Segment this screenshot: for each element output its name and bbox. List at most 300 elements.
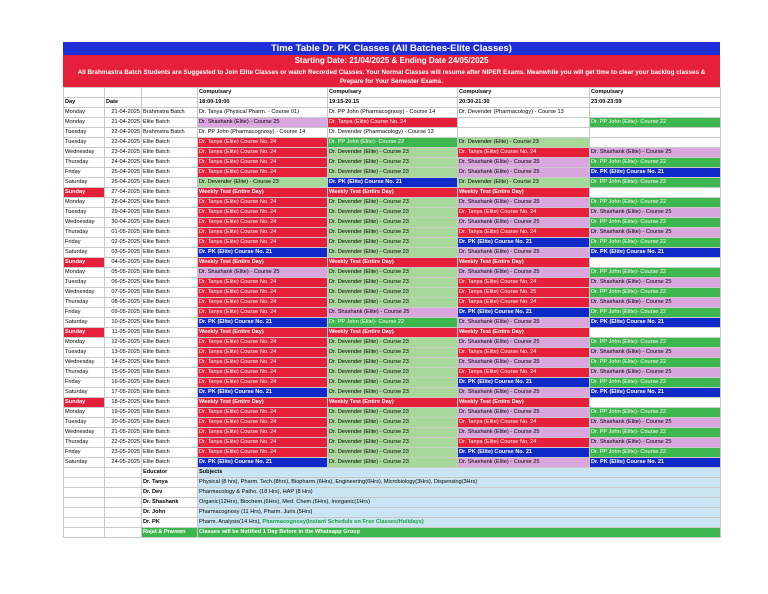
day-cell: Thursday	[64, 368, 105, 378]
table-row	[64, 348, 721, 358]
subjects-text: Organic(12Hrs), Biochem.(6Hrs), Med. Chem.(6Hrs), Inorganic(1Hrs)	[199, 499, 370, 505]
slot-cell: Dr. Devender (Elite) - Course 23	[328, 448, 458, 458]
day-cell: Tuesday	[64, 348, 105, 358]
subjects-text: Classes will be Notified 1 Day Before in the Whatsapp Group	[199, 529, 361, 535]
slot-cell: Dr. Devender (Elite) - Course 23	[328, 158, 458, 168]
table-row	[64, 328, 721, 338]
slot-cell: Dr. Shashank (Elite) - Course 25	[458, 198, 590, 208]
slot-cell: Dr. Devender (Elite) - Course 23	[328, 388, 458, 398]
notice-banner: All Brahmastra Batch Students are Suggested to Join Elite Classes or watch Recorded Classes. Your Normal Classes will resume after NIPER Exams. Meanwhile you will get time to clear your backlog classes & Prepare for Your Semester Exams.	[63, 67, 720, 87]
slot-cell: Dr. Devender (Elite) - Course 23	[328, 348, 458, 358]
batch-cell: Elite Batch	[142, 218, 198, 228]
batch-cell: Elite Batch	[142, 458, 198, 468]
slot-cell	[590, 258, 721, 268]
slot-cell	[590, 188, 721, 198]
educator-name: Rajat & Praveen	[142, 528, 198, 538]
slot-cell: Dr. PP John (Elite)- Course 22	[590, 308, 721, 318]
slot-1-time: 18:00-19:00	[198, 98, 328, 108]
slot-cell	[458, 118, 590, 128]
table-row	[64, 118, 721, 128]
slot-cell: Dr. Tanya (Elite) Course No. 24	[198, 288, 328, 298]
batch-cell: Elite Batch	[142, 188, 198, 198]
table-row	[64, 208, 721, 218]
slot-2-label: Compulsary	[328, 88, 458, 98]
subjects-text: Physical (8 hrs), Pharm. Tech.(8hrs), Biopharm.(6Hrs), Engineering(6Hrs), Microbiology(3Hrs), Dispensing(3Hrs)	[199, 479, 478, 485]
slot-cell: Dr. Tanya (Elite) Course No. 24	[458, 418, 590, 428]
batch-cell: Elite Batch	[142, 388, 198, 398]
slot-cell: Dr. Devender (Elite) - Course 23	[328, 278, 458, 288]
day-header: Day	[64, 98, 105, 108]
slot-cell: Dr. Devender (Elite) - Course 23	[328, 428, 458, 438]
slot-cell	[458, 128, 590, 138]
slot-cell: Dr. Tanya (Elite) Course No. 24	[198, 198, 328, 208]
slot-cell: Dr. Devender (Elite) - Course 23	[328, 218, 458, 228]
slot-cell: Dr. Devender (Elite) - Course 23	[328, 208, 458, 218]
slot-cell: Dr. Shashank (Elite) - Course 25	[458, 318, 590, 328]
day-cell: Wednesday	[64, 428, 105, 438]
batch-cell: Elite Batch	[142, 168, 198, 178]
table-row	[64, 378, 721, 388]
table-row	[64, 318, 721, 328]
slot-cell: Dr. Tanya (Elite) Course No. 24	[198, 358, 328, 368]
slot-cell: Dr. Devender (Pharmacology) - Course 13	[328, 128, 458, 138]
batch-cell: Elite Batch	[142, 158, 198, 168]
slot-cell: Dr. PK (Elite) Course No. 21	[458, 378, 590, 388]
table-row	[64, 158, 721, 168]
day-cell: Tuesday	[64, 208, 105, 218]
educator-header: Educator	[142, 468, 198, 478]
date-cell: 11-05-2025	[105, 328, 142, 338]
batch-cell: Elite Batch	[142, 198, 198, 208]
slot-cell: Dr. Tanya (Elite) Course No. 24	[198, 378, 328, 388]
batch-cell: Elite Batch	[142, 298, 198, 308]
slot-cell: Dr. Shashank (Elite) - Course 25	[458, 408, 590, 418]
slot-cell	[590, 398, 721, 408]
table-row	[64, 268, 721, 278]
day-cell: Monday	[64, 118, 105, 128]
date-cell: 19-05-2025	[105, 408, 142, 418]
slot-cell: Dr. Devender (Elite) - Course 23	[328, 438, 458, 448]
timetable-sheet	[63, 42, 720, 538]
educator-row	[64, 498, 721, 508]
slot-cell: Dr. PK (Elite) Course No. 21	[590, 388, 721, 398]
slot-cell: Dr. PP John (Elite)- Course 22	[590, 378, 721, 388]
slot-cell: Dr. Tanya (Elite) Course No. 24	[198, 418, 328, 428]
slot-cell: Dr. Shashank (Elite) - Course 25	[590, 208, 721, 218]
table-row	[64, 408, 721, 418]
educator-name: Dr. John	[142, 508, 198, 518]
educator-row	[64, 508, 721, 518]
batch-cell: Elite Batch	[142, 378, 198, 388]
slot-cell: Dr. PK (Elite) Course No. 21	[590, 248, 721, 258]
slot-cell: Dr. Tanya (Elite) Course No. 24	[198, 278, 328, 288]
educator-row	[64, 478, 721, 488]
slot-cell: Dr. Devender (Elite) - Course 23	[328, 148, 458, 158]
slot-cell: Dr. Shashank (Elite) - Course 25	[458, 268, 590, 278]
slot-cell: Dr. Shashank (Elite) - Course 25	[590, 438, 721, 448]
slot-cell: Dr. PP John (Elite)- Course 22	[590, 408, 721, 418]
slot-cell: Dr. Devender (Elite) - Course 23	[198, 178, 328, 188]
date-cell: 25-04-2025	[105, 168, 142, 178]
subjects-header: Subjects	[198, 468, 721, 478]
slot-cell: Dr. Shashank (Elite) - Course 25	[458, 158, 590, 168]
day-cell: Saturday	[64, 458, 105, 468]
batch-cell: Elite Batch	[142, 288, 198, 298]
day-cell: Tuesday	[64, 278, 105, 288]
slot-cell	[590, 328, 721, 338]
educator-row	[64, 488, 721, 498]
day-cell: Thursday	[64, 158, 105, 168]
slot-cell: Dr. Tanya (Elite) Course No. 24	[458, 298, 590, 308]
date-cell: 08-05-2025	[105, 298, 142, 308]
educator-row	[64, 518, 721, 528]
slot-cell: Dr. Shashank (Elite) - Course 25	[590, 348, 721, 358]
educator-row	[64, 528, 721, 538]
day-cell: Monday	[64, 408, 105, 418]
slot-cell: Dr. PK (Elite) Course No. 21	[590, 318, 721, 328]
column-header-label-row	[64, 88, 721, 98]
batch-cell: Elite Batch	[142, 368, 198, 378]
table-row	[64, 418, 721, 428]
day-cell: Sunday	[64, 398, 105, 408]
slot-cell: Dr. Shashank (Elite) - Course 25	[198, 118, 328, 128]
slot-3-time: 20:30-21:30	[458, 98, 590, 108]
slot-cell: Dr. PP John (Elite)- Course 22	[590, 268, 721, 278]
slot-cell: Dr. PK (Elite) Course No. 21	[198, 248, 328, 258]
slot-cell: Weekly Test (Entire Day)	[198, 398, 328, 408]
table-row	[64, 338, 721, 348]
batch-cell: Elite Batch	[142, 148, 198, 158]
batch-cell: Elite Batch	[142, 228, 198, 238]
slot-cell: Dr. PK (Elite) Course No. 21	[458, 238, 590, 248]
slot-cell: Dr. Tanya (Elite) Course No. 24	[198, 138, 328, 148]
table-row	[64, 428, 721, 438]
slot-cell: Dr. Devender (Elite) - Course 23	[328, 368, 458, 378]
slot-cell: Dr. Shashank (Elite) - Course 25	[458, 168, 590, 178]
date-cell: 18-05-2025	[105, 398, 142, 408]
date-cell: 29-04-2025	[105, 208, 142, 218]
slot-cell: Dr. Devender (Elite) - Course 23	[328, 358, 458, 368]
sheet-title: Time Table Dr. PK Classes (All Batches-Elite Classes)	[63, 42, 720, 55]
date-cell: 02-05-2025	[105, 238, 142, 248]
slot-cell: Dr. Tanya (Elite) Course No. 24	[198, 348, 328, 358]
date-range: Starting Date: 21/04/2025 & Ending Date 24/05/2025	[63, 55, 720, 67]
slot-cell: Dr. PP John (Pharmacognosy) - Course 14	[198, 128, 328, 138]
slot-cell: Dr. PK (Elite) Course No. 21	[458, 448, 590, 458]
batch-cell: Brahmstra Batch	[142, 128, 198, 138]
date-cell: 30-04-2025	[105, 218, 142, 228]
slot-cell: Dr. Tanya (Elite) Course No. 24	[198, 238, 328, 248]
slot-cell: Weekly Test (Entire Day)	[458, 188, 590, 198]
educator-header-row	[64, 468, 721, 478]
slot-cell: Dr. PP John (Elite)- Course 22	[590, 178, 721, 188]
date-cell: 16-05-2025	[105, 378, 142, 388]
day-cell: Monday	[64, 338, 105, 348]
subjects-text: Pharm. Analysis(14 Hrs),	[199, 519, 263, 525]
day-cell: Saturday	[64, 318, 105, 328]
table-row	[64, 128, 721, 138]
slot-cell: Dr. Devender (Elite) - Course 23	[328, 248, 458, 258]
batch-cell: Elite Batch	[142, 118, 198, 128]
day-cell: Friday	[64, 448, 105, 458]
table-row	[64, 288, 721, 298]
day-cell: Friday	[64, 168, 105, 178]
slot-cell: Dr. Shashank (Elite) - Course 25	[328, 308, 458, 318]
slot-cell: Dr. Tanya (Elite) Course No. 24	[198, 438, 328, 448]
date-cell: 22-04-2025	[105, 138, 142, 148]
day-cell: Wednesday	[64, 288, 105, 298]
table-row	[64, 108, 721, 118]
batch-cell: Elite Batch	[142, 208, 198, 218]
table-row	[64, 138, 721, 148]
date-cell: 21-04-2025	[105, 118, 142, 128]
slot-cell: Dr. Devender (Elite) - Course 23	[328, 408, 458, 418]
day-cell: Thursday	[64, 228, 105, 238]
slot-cell: Dr. Tanya (Elite) Course No. 24	[198, 428, 328, 438]
slot-cell: Weekly Test (Entire Day)	[458, 258, 590, 268]
slot-cell: Dr. PP John (Elite)- Course 22	[590, 238, 721, 248]
slot-cell: Dr. PP John (Elite)- Course 22	[590, 448, 721, 458]
slot-cell: Dr. Tanya (Elite) Course No. 24	[198, 408, 328, 418]
day-cell: Sunday	[64, 258, 105, 268]
day-cell: Tuesday	[64, 138, 105, 148]
slot-cell: Dr. Tanya (Elite) Course No. 24	[198, 148, 328, 158]
slot-cell: Dr. PK (Elite) Course No. 21	[198, 318, 328, 328]
batch-cell: Elite Batch	[142, 268, 198, 278]
educator-subjects	[198, 518, 721, 528]
table-row	[64, 278, 721, 288]
slot-cell: Dr. Shashank (Elite) - Course 25	[590, 418, 721, 428]
slot-cell: Weekly Test (Entire Day)	[328, 258, 458, 268]
educator-name: Dr. PK	[142, 518, 198, 528]
date-cell: 15-05-2025	[105, 368, 142, 378]
subjects-text: Pharmacognosy (11 Hrs), Pharm. Juris.(5Hrs)	[199, 509, 313, 515]
slot-cell: Dr. Shashank (Elite) - Course 25	[590, 148, 721, 158]
slot-cell: Weekly Test (Entire Day)	[328, 188, 458, 198]
batch-cell: Elite Batch	[142, 418, 198, 428]
date-cell: 05-05-2025	[105, 268, 142, 278]
table-row	[64, 218, 721, 228]
slot-cell: Dr. Shashank (Elite) - Course 25	[458, 218, 590, 228]
batch-cell: Elite Batch	[142, 178, 198, 188]
slot-cell: Weekly Test (Entire Day)	[198, 188, 328, 198]
table-row	[64, 198, 721, 208]
day-cell: Friday	[64, 238, 105, 248]
slot-cell: Weekly Test (Entire Day)	[458, 328, 590, 338]
slot-cell: Dr. Shashank (Elite) - Course 25	[590, 228, 721, 238]
date-cell: 24-04-2025	[105, 158, 142, 168]
day-cell: Friday	[64, 308, 105, 318]
slot-cell: Dr. Devender (Elite) - Course 23	[328, 378, 458, 388]
slot-cell: Dr. Shashank (Elite) - Course 25	[590, 368, 721, 378]
slot-cell: Dr. Devender (Elite) - Course 23	[328, 268, 458, 278]
schedule-table	[63, 87, 721, 538]
slot-cell: Dr. Tanya (Elite) Course No. 25	[458, 288, 590, 298]
day-cell: Thursday	[64, 298, 105, 308]
slot-cell: Dr. PP John (Elite)- Course 22	[590, 288, 721, 298]
slot-3-label: Compulsary	[458, 88, 590, 98]
slot-cell: Dr. Tanya (Elite) Course No. 24	[198, 228, 328, 238]
batch-cell: Elite Batch	[142, 428, 198, 438]
slot-cell: Dr. PK (Elite) Course No. 21	[590, 458, 721, 468]
slot-cell: Dr. Tanya (Elite) Course No. 24	[458, 278, 590, 288]
slot-cell: Weekly Test (Entire Day)	[198, 328, 328, 338]
slot-cell: Dr. PK (Elite) Course No. 21	[198, 388, 328, 398]
date-cell: 12-05-2025	[105, 338, 142, 348]
day-cell: Monday	[64, 108, 105, 118]
date-cell: 26-04-2025	[105, 178, 142, 188]
table-row	[64, 258, 721, 268]
slot-1-label: Compulsary	[198, 88, 328, 98]
slot-cell: Dr. Devender (Elite) - Course 23	[328, 298, 458, 308]
slot-cell: Dr. Devender (Elite) - Course 23	[328, 228, 458, 238]
table-row	[64, 308, 721, 318]
slot-cell: Dr. Tanya (Elite) Course No. 24	[458, 228, 590, 238]
table-row	[64, 238, 721, 248]
slot-cell: Dr. PP John (Pharmacognosy) - Course 14	[328, 108, 458, 118]
date-cell: 24-05-2025	[105, 458, 142, 468]
batch-cell: Elite Batch	[142, 318, 198, 328]
slot-cell: Dr. Shashank (Elite) - Course 25	[590, 298, 721, 308]
slot-cell: Dr. Devender (Elite) - Course 23	[328, 238, 458, 248]
slot-cell: Dr. Shashank (Elite) - Course 25	[458, 458, 590, 468]
batch-cell: Elite Batch	[142, 238, 198, 248]
batch-cell: Elite Batch	[142, 278, 198, 288]
slot-cell: Dr. PP John (Elite)- Course 22	[590, 118, 721, 128]
educator-subjects	[198, 478, 721, 488]
table-row	[64, 248, 721, 258]
batch-cell: Elite Batch	[142, 338, 198, 348]
subjects-extra-text: Pharmacognosy(Instant Schedule on Free Classes/Holidays)	[262, 519, 424, 525]
slot-cell: Dr. Shashank (Elite) - Course 25	[458, 248, 590, 258]
batch-cell: Elite Batch	[142, 348, 198, 358]
slot-cell: Dr. Shashank (Elite) - Course 25	[590, 278, 721, 288]
educator-subjects	[198, 488, 721, 498]
slot-cell: Dr. Devender (Elite) - Course 23	[458, 138, 590, 148]
column-header-time-row	[64, 98, 721, 108]
date-cell: 27-04-2025	[105, 188, 142, 198]
slot-cell: Dr. Tanya (Elite) Course No. 24	[198, 448, 328, 458]
slot-cell: Dr. Tanya (Elite) Course No. 24	[328, 118, 458, 128]
subjects-text: Pharmacology & Patho. (18 Hrs), HAP (8 Hrs)	[199, 489, 313, 495]
slot-cell: Dr. Shashank (Elite) - Course 25	[458, 338, 590, 348]
educator-subjects	[198, 498, 721, 508]
date-cell: 20-05-2025	[105, 418, 142, 428]
table-row	[64, 458, 721, 468]
date-cell: 07-05-2025	[105, 288, 142, 298]
day-cell: Monday	[64, 198, 105, 208]
table-row	[64, 188, 721, 198]
slot-cell: Dr. Tanya (Elite) Course No. 24	[458, 148, 590, 158]
table-row	[64, 398, 721, 408]
day-cell: Sunday	[64, 328, 105, 338]
batch-cell: Elite Batch	[142, 248, 198, 258]
date-cell: 03-05-2025	[105, 248, 142, 258]
slot-cell: Dr. PP John (Elite)- Course 22	[328, 318, 458, 328]
slot-cell: Dr. PP John (Elite)- Course 22	[590, 158, 721, 168]
table-row	[64, 358, 721, 368]
date-header: Date	[105, 98, 142, 108]
slot-cell: Dr. Tanya (Elite) Course No. 24	[458, 438, 590, 448]
date-cell: 21-05-2025	[105, 428, 142, 438]
date-cell: 21-04-2025	[105, 108, 142, 118]
slot-cell: Dr. Tanya (Elite) Course No. 24	[458, 368, 590, 378]
day-cell: Wednesday	[64, 218, 105, 228]
slot-cell: Dr. Shashank (Elite) - Course 25	[198, 268, 328, 278]
batch-cell: Elite Batch	[142, 398, 198, 408]
slot-cell: Dr. Tanya (Elite) Course No. 24	[458, 208, 590, 218]
day-cell: Sunday	[64, 188, 105, 198]
slot-cell: Dr. PK (Elite) Course No. 21	[458, 308, 590, 318]
slot-4-time: 23:00-23:59	[590, 98, 721, 108]
table-row	[64, 298, 721, 308]
day-cell: Saturday	[64, 248, 105, 258]
slot-cell: Dr. Devender (Elite) - Course 23	[458, 178, 590, 188]
educator-subjects	[198, 508, 721, 518]
slot-cell: Dr. Tanya (Elite) Course No. 24	[198, 218, 328, 228]
date-cell: 10-05-2025	[105, 318, 142, 328]
date-cell: 01-05-2025	[105, 228, 142, 238]
slot-cell: Dr. Devender (Elite) - Course 23	[328, 338, 458, 348]
educator-name: Dr. Dev	[142, 488, 198, 498]
day-cell: Saturday	[64, 178, 105, 188]
day-cell: Friday	[64, 378, 105, 388]
table-row	[64, 148, 721, 158]
slot-cell: Dr. Shashank (Elite) - Course 25	[458, 388, 590, 398]
slot-cell: Weekly Test (Entire Day)	[198, 258, 328, 268]
date-cell: 23-05-2025	[105, 448, 142, 458]
batch-cell: Brahmstra Batch	[142, 108, 198, 118]
slot-cell: Dr. Tanya (Elite) Course No. 24	[198, 208, 328, 218]
batch-cell: Elite Batch	[142, 138, 198, 148]
slot-cell: Dr. Tanya (Elite) Course No. 24	[198, 338, 328, 348]
slot-cell: Dr. PP John (Elite)- Course 22	[590, 198, 721, 208]
date-cell: 06-05-2025	[105, 278, 142, 288]
slot-cell: Dr. Devender (Elite) - Course 23	[328, 458, 458, 468]
date-cell: 28-04-2025	[105, 198, 142, 208]
slot-cell: Dr. Devender (Elite) - Course 23	[328, 418, 458, 428]
educator-name: Dr. Tanya	[142, 478, 198, 488]
day-cell: Wednesday	[64, 358, 105, 368]
table-row	[64, 368, 721, 378]
slot-cell: Weekly Test (Entire Day)	[328, 328, 458, 338]
slot-2-time: 19:15-20.15	[328, 98, 458, 108]
slot-cell: Dr. Tanya (Elite) Course No. 24	[198, 298, 328, 308]
day-cell: Tuesday	[64, 418, 105, 428]
table-row	[64, 448, 721, 458]
slot-cell: Dr. Tanya (Elite) Course No. 24	[198, 168, 328, 178]
slot-cell	[590, 128, 721, 138]
slot-cell: Dr. Tanya (Elite) Course No. 24	[198, 308, 328, 318]
slot-cell: Dr. Tanya (Elite) Course No. 24	[198, 158, 328, 168]
educator-subjects	[198, 528, 721, 538]
date-cell: 14-05-2025	[105, 358, 142, 368]
slot-cell: Dr. Shashank (Elite) - Course 25	[458, 358, 590, 368]
slot-cell: Dr. PP John (Elite)- Course 22	[590, 428, 721, 438]
slot-cell: Dr. Tanya (Elite) Course No. 24	[198, 368, 328, 378]
slot-cell: Dr. Tanya (Elite) Course No. 24	[458, 348, 590, 358]
batch-cell: Elite Batch	[142, 258, 198, 268]
date-cell: 22-04-2025	[105, 128, 142, 138]
slot-cell	[590, 108, 721, 118]
day-cell: Saturday	[64, 388, 105, 398]
batch-cell: Elite Batch	[142, 308, 198, 318]
educator-name: Dr. Shashank	[142, 498, 198, 508]
slot-cell: Dr. Shashank (Elite) - Course 25	[458, 428, 590, 438]
batch-cell: Elite Batch	[142, 408, 198, 418]
date-cell: 23-04-2025	[105, 148, 142, 158]
slot-cell: Weekly Test (Entire Day)	[328, 398, 458, 408]
